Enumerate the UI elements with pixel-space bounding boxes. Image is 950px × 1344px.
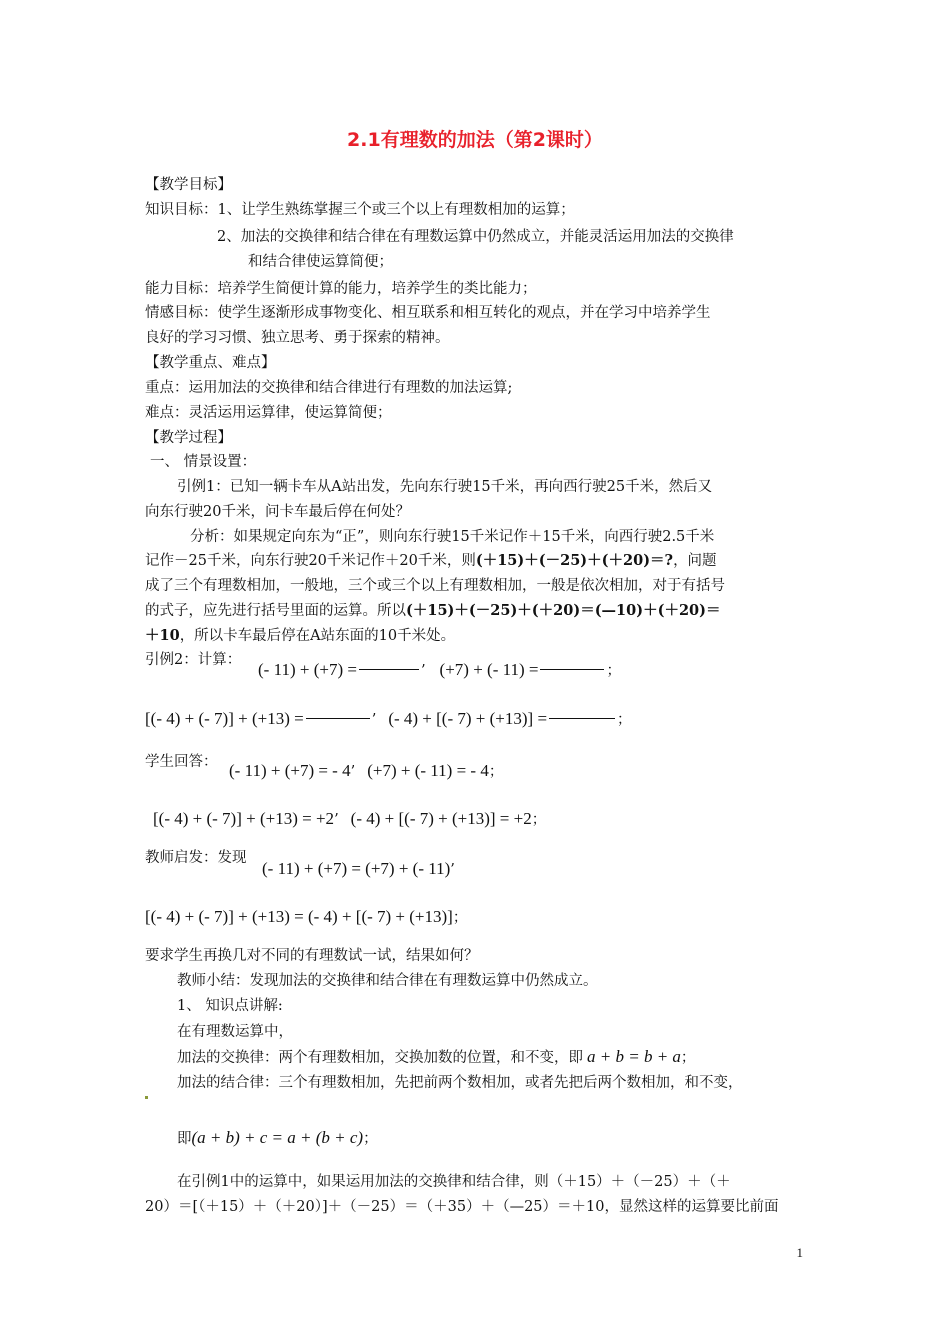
answer-blank-4: [549, 717, 615, 719]
analysis-d-expression: (＋15)＋(－25)＋(＋20)＝(—10)＋(＋20)＝: [406, 602, 721, 619]
answer-expr-1: (- 11) + (+7) = - 4: [229, 761, 351, 780]
try-more-prompt: 要求学生再换几对不同的有理数试一试，结果如何？: [145, 948, 479, 964]
example2-row1: [258, 660, 621, 681]
student-answer-row1: [229, 761, 503, 782]
separator-semicolon: ；: [606, 663, 621, 679]
commutative-law-formula: a + b = b + a: [587, 1047, 681, 1066]
analysis-b-tail: ，问题: [673, 553, 717, 569]
example2-expr-4: (- 4) + [(- 7) + (+13)] =: [388, 709, 548, 728]
separator-semicolon: ；: [363, 1131, 378, 1147]
separator-semicolon: ；: [531, 812, 547, 828]
page-number: 1: [796, 1245, 803, 1260]
section-teaching-goals: 【教学目标】: [145, 177, 232, 193]
goal-emotion-b: 良好的学习习惯、独立思考、勇于探索的精神。: [145, 330, 450, 346]
example2-label: 引例2：计算：: [145, 652, 242, 668]
answer-blank-2: [540, 668, 604, 670]
separator-semicolon: ；: [488, 764, 504, 780]
separator-comma: ’: [420, 663, 426, 679]
separator-comma: ’: [334, 812, 339, 828]
page-title: 2.1有理数的加法（第2课时）: [347, 129, 603, 151]
goal-knowledge-2b: 和结合律使运算简便；: [248, 254, 393, 270]
example2-expr-1: (- 11) + (+7) =: [258, 660, 357, 679]
analysis-e-text: ，所以卡车最后停在A站东面的10千米处。: [179, 628, 456, 644]
commutative-law: [177, 1047, 695, 1068]
answer-blank-1: [359, 668, 419, 670]
section-key-points: 【教学重点、难点】: [145, 355, 276, 371]
separator-comma: ’: [371, 712, 377, 728]
separator-comma: ’: [350, 764, 356, 780]
student-answer-label: 学生回答：: [145, 754, 218, 770]
answer-expr-2: (+7) + (- 11) = - 4: [367, 761, 489, 780]
analysis-e-result: ＋10: [145, 627, 180, 644]
knowledge-point-title: 1、 知识点讲解:: [177, 998, 283, 1014]
associative-law-formula: (a + b) + c = a + (b + c): [191, 1128, 364, 1147]
example1-line-b: 向东行驶20千米，问卡车最后停在何处？: [145, 504, 410, 520]
commutative-law-text: 加法的交换律：两个有理数相加，交换加数的位置，和不变，即: [177, 1050, 583, 1066]
goal-emotion-a: 情感目标：使学生逐渐形成事物变化、相互联系和相互转化的观点，并在学习中培养学生: [145, 305, 711, 321]
separator-semicolon: ；: [617, 712, 632, 728]
step-scenario: 一、 情景设置：: [150, 454, 257, 470]
goal-knowledge-1: 知识目标：1、让学生熟练掌握三个或三个以上有理数相加的运算；: [145, 202, 575, 218]
stray-mark: [145, 1096, 148, 1099]
teacher-expr-2: [(- 4) + (- 7)] + (+13) = (- 4) + [(- 7) + (+13)]: [145, 907, 453, 926]
answer-expr-4: (- 4) + [(- 7) + (+13)] = +2: [350, 809, 532, 828]
example-use-line-b: 20）＝[（＋15）＋（＋20）]＋（－25）＝（＋35）＋（—25）＝＋10，显然这样的运算要比前面: [145, 1199, 779, 1215]
difficult-point: 难点：灵活运用运算律，使运算简便；: [145, 405, 392, 421]
associative-law: 加法的结合律：三个有理数相加，先把前两个数相加，或者先把后两个数相加，和不变，: [177, 1075, 743, 1091]
goal-ability: 能力目标：培养学生简便计算的能力，培养学生的类比能力；: [145, 281, 537, 297]
analysis-line-e: [145, 626, 455, 646]
teacher-hint-row2: [145, 907, 467, 928]
teacher-summary: 教师小结：发现加法的交换律和结合律在有理数运算中仍然成立。: [177, 973, 598, 989]
example2-row2: [145, 709, 632, 730]
example2-expr-3: [(- 4) + (- 7)] + (+13) =: [145, 709, 304, 728]
teacher-hint-label: 教师启发：发现: [145, 850, 247, 866]
separator-semicolon: ；: [680, 1050, 696, 1066]
analysis-line-a: 分析：如果规定向东为“正”，则向东行驶15千米记作＋15千米，向西行驶2.5千米: [190, 529, 715, 545]
key-point: 重点：运用加法的交换律和结合律进行有理数的加法运算;: [145, 380, 513, 396]
analysis-line-d: [145, 601, 721, 621]
analysis-b-text: 记作－25千米，向东行驶20千米记作＋20千米，则: [145, 553, 476, 569]
separator-semicolon: ；: [452, 910, 468, 926]
teacher-hint-row1: [262, 859, 455, 880]
student-answer-row2: [153, 809, 546, 830]
answer-blank-3: [306, 717, 370, 719]
associative-law-formula-row: [177, 1128, 378, 1149]
knowledge-intro: 在有理数运算中，: [177, 1024, 293, 1040]
example-use-line-a: 在引例1中的运算中，如果运用加法的交换律和结合律，则（＋15）＋（－25）＋（＋: [177, 1174, 731, 1190]
analysis-line-b: [145, 551, 717, 571]
analysis-b-expression: (＋15)＋(－25)＋(＋20)＝?: [475, 552, 674, 569]
answer-expr-3: [(- 4) + (- 7)] + (+13) = +2: [153, 809, 335, 828]
separator-comma: ’: [450, 862, 455, 878]
teacher-expr-1: (- 11) + (+7) = (+7) + (- 11): [262, 859, 451, 878]
example2-expr-2: (+7) + (- 11) =: [439, 660, 539, 679]
analysis-d-text: 的式子，应先进行括号里面的运算。所以: [145, 603, 406, 619]
section-teaching-process: 【教学过程】: [145, 430, 232, 446]
goal-knowledge-2a: 2、加法的交换律和结合律在有理数运算中仍然成立，并能灵活运用加法的交换律: [217, 229, 734, 245]
associative-law-prefix: 即: [177, 1131, 192, 1147]
analysis-line-c: 成了三个有理数相加，一般地，三个或三个以上有理数相加，一般是依次相加，对于有括号: [145, 578, 725, 594]
example1-line-a: 引例1：已知一辆卡车从A站出发，先向东行驶15千米，再向西行驶25千米，然后又: [177, 479, 713, 495]
